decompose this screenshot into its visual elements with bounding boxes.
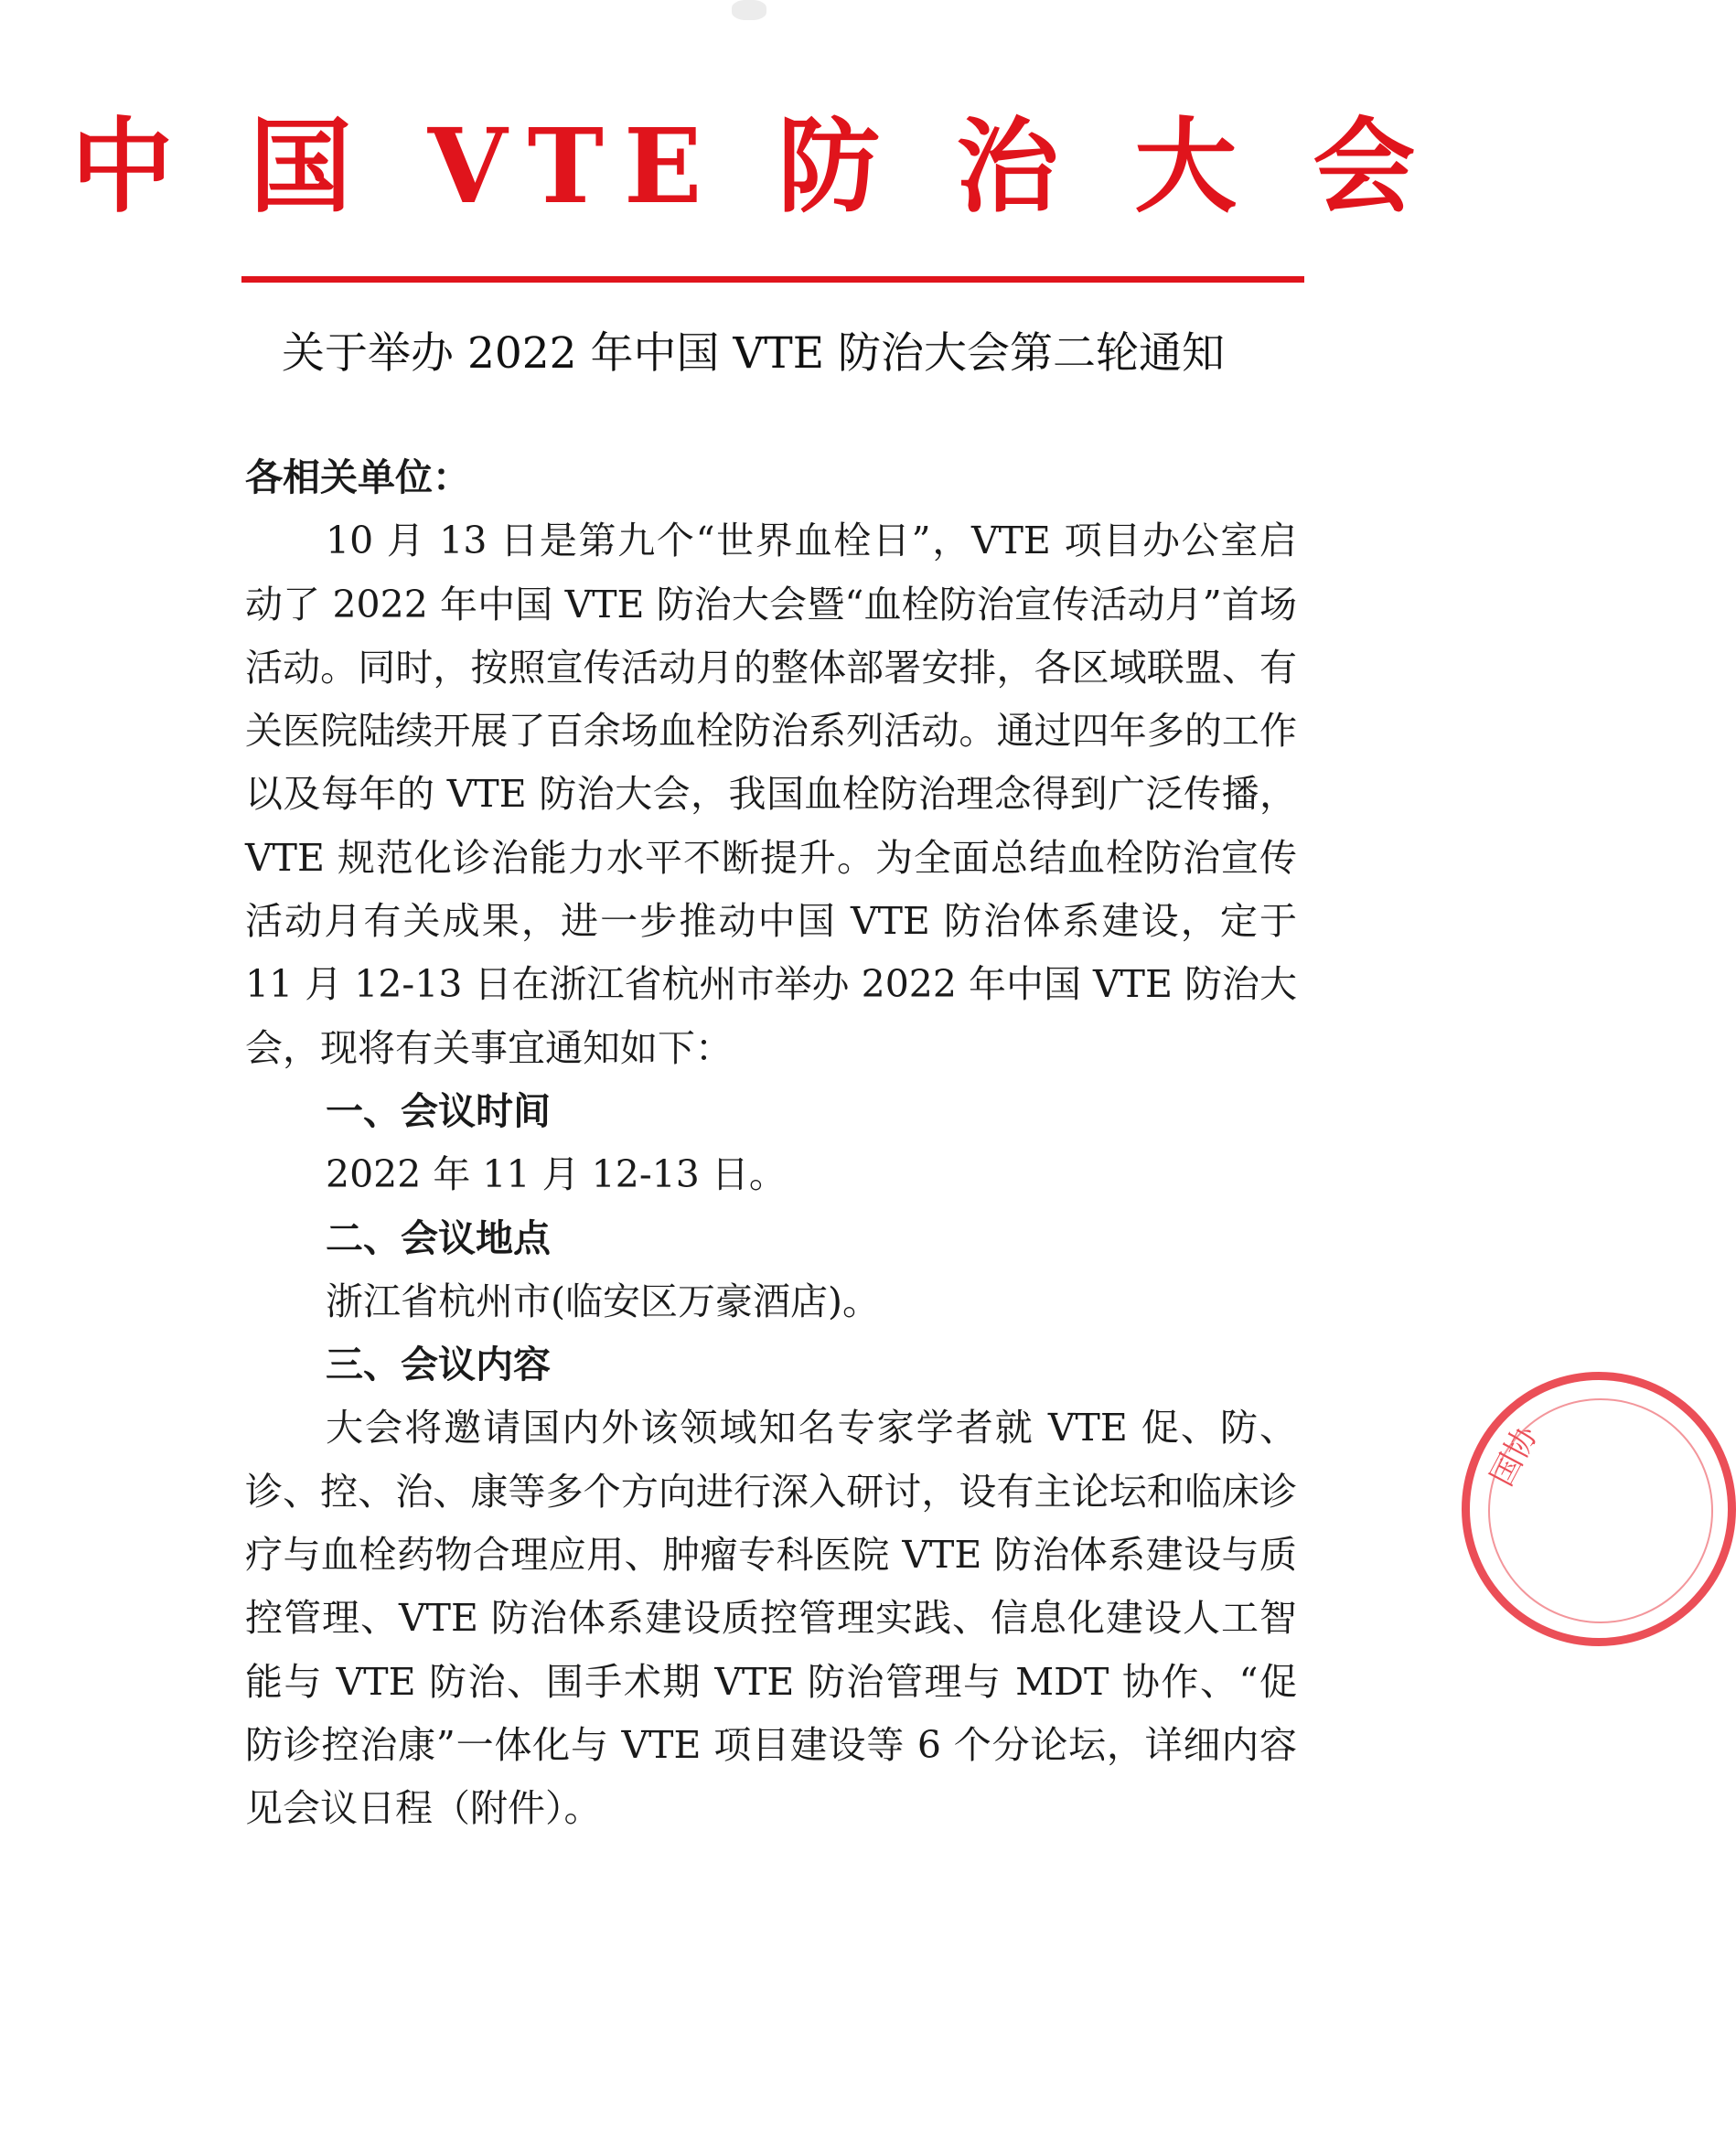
section-body-time: 2022 年 11 月 12-13 日。: [326, 1152, 787, 1197]
section-heading-content: 三、会议内容: [326, 1343, 551, 1387]
section-heading-time: 一、会议时间: [326, 1088, 551, 1133]
section-body-content: 大会将邀请国内外该领域知名专家学者就 VTE 促、防、诊、控、治、康等多个方向进行深入研讨，设有主论坛和临床诊疗与血栓药物合理应用、肿瘤专科医院 VTE 防治体系建设与质控管理、VTE 防治体系建设质控管理实践、信息化建设人工智能与 VTE 防治、围手术期 VTE 防治管理与 MDT 协作、“促防诊控治康”一体化与 VTE 项目建设等 6 个分论坛，详细内容见会议日程（附件）。: [245, 1406, 1297, 1831]
letterhead-title: 中 国 VTE 防 治 大 会: [70, 107, 1436, 227]
section-heading-venue: 二、会议地点: [326, 1215, 551, 1260]
official-seal: [1462, 1372, 1736, 1646]
scan-speck: [732, 0, 766, 20]
section-body-venue: 浙江省杭州市(临安区万豪酒店)。: [326, 1279, 880, 1323]
salutation: 各相关单位：: [245, 455, 470, 499]
seal-text: 国协: [1484, 1419, 1546, 1493]
intro-paragraph: 10 月 13 日是第九个“世界血栓日”，VTE 项目办公室启动了 2022 年中国 VTE 防治大会暨“血栓防治宣传活动月”首场活动。同时，按照宣传活动月的整体部署安排，各区域联盟、有关医院陆续开展了百余场血栓防治系列活动。通过四年多的工作以及每年的 VTE 防治大会，我国血栓防治理念得到广泛传播，VTE 规范化诊治能力水平不断提升。为全面总结血栓防治宣传活动月有关成果，进一步推动中国 VTE 防治体系建设，定于 11 月 12-13 日在浙江省杭州市举办 2022 年中国 VTE 防治大会，现将有关事宜通知如下：: [245, 519, 1297, 1070]
document-body: [245, 446, 1297, 1841]
letterhead-divider: [241, 276, 1304, 283]
document-title: 关于举办 2022 年中国 VTE 防治大会第二轮通知: [282, 328, 1225, 379]
